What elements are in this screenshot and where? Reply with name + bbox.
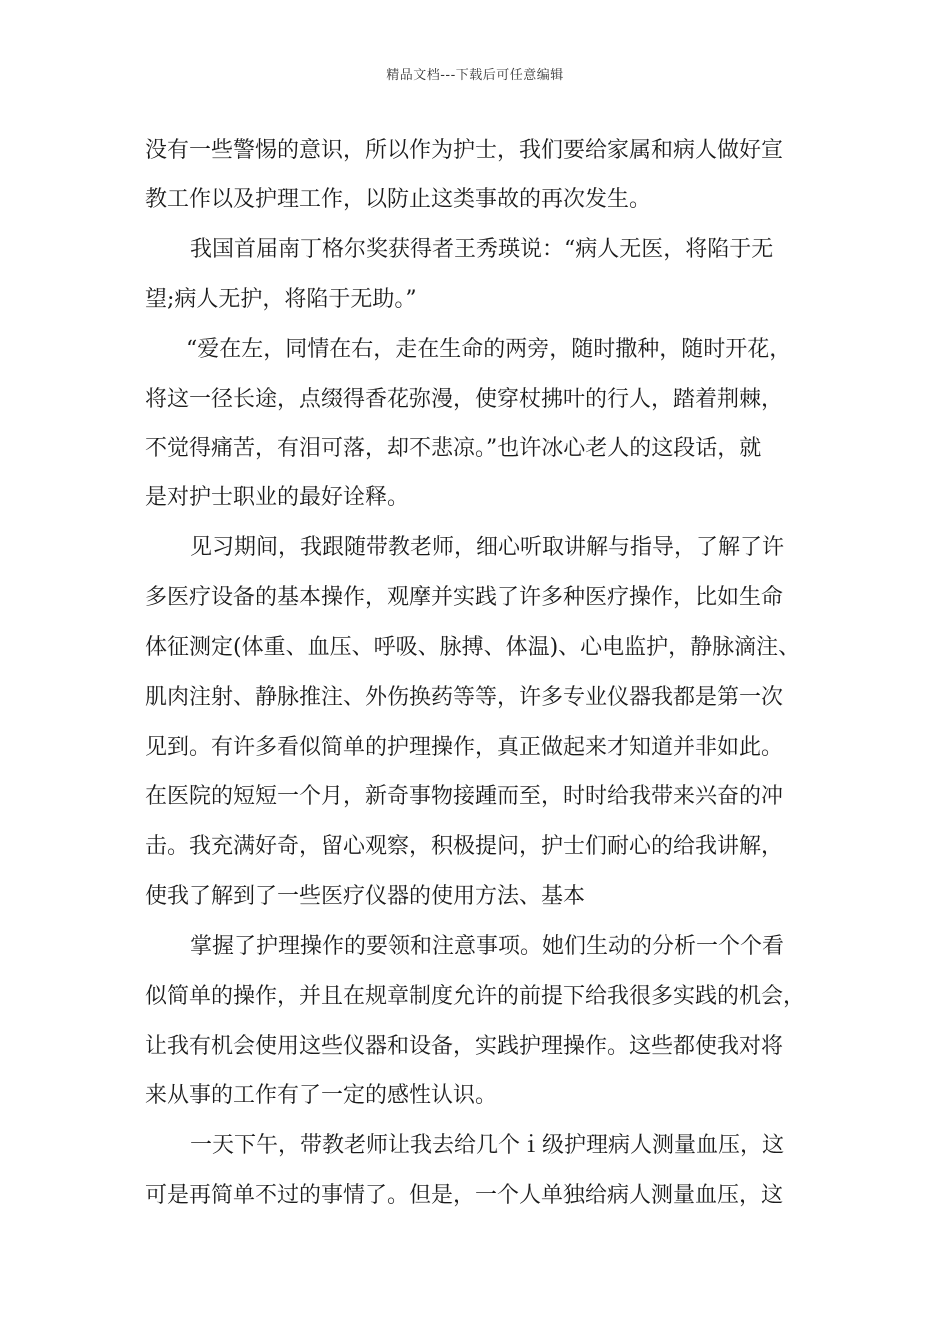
text-line: 没有一些警惕的意识，所以作为护士，我们要给家属和病人做好宣 [145,138,784,163]
text-line: 见习期间，我跟随带教老师，细心听取讲解与指导，了解了许 [190,535,785,560]
text-line: 肌肉注射、静脉推注、外伤换药等等，许多专业仪器我都是第一次 [145,685,784,710]
text-line: 掌握了护理操作的要领和注意事项。她们生动的分析一个个看 [190,934,785,959]
text-line: 见到。有许多看似简单的护理操作，真正做起来才知道并非如此。 [145,735,784,760]
text-line: 体征测定(体重、血压、呼吸、脉搏、体温)、心电监护，静脉滴注、 [145,635,801,660]
text-line: 将这一径长途，点缀得香花弥漫，使穿杖拂叶的行人，踏着荆棘， [145,387,784,412]
text-line: 是对护士职业的最好诠释。 [145,485,410,510]
text-line: 在医院的短短一个月，新奇事物接踵而至，时时给我带来兴奋的冲 [145,784,784,809]
text-line: 使我了解到了一些医疗仪器的使用方法、基本 [145,884,586,909]
text-line: 可是再简单不过的事情了。但是，一个人单独给病人测量血压，这 [145,1183,784,1208]
text-line: 来从事的工作有了一定的感性认识。 [145,1083,498,1108]
text-line: 不觉得痛苦，有泪可落，却不悲凉。”也许冰心老人的这段话，就 [145,436,762,461]
text-line: 一天下午，带教老师让我去给几个ｉ级护理病人测量血压，这 [190,1133,785,1158]
page-header: 精品文档---下载后可任意编辑 [386,68,564,83]
text-line: 让我有机会使用这些仪器和设备，实践护理操作。这些都使我对将 [145,1034,784,1059]
text-line: 击。我充满好奇，留心观察，积极提问，护士们耐心的给我讲解， [145,834,784,859]
text-line: 望;病人无护，将陷于无助。” [145,287,417,312]
text-line: 似简单的操作，并且在规章制度允许的前提下给我很多实践的机会， [145,984,806,1009]
text-line: 多医疗设备的基本操作，观摩并实践了许多种医疗操作，比如生命 [145,585,784,610]
text-line: 教工作以及护理工作，以防止这类事故的再次发生。 [145,187,652,212]
text-line: “爱在左，同情在右，走在生命的两旁，随时撒种，随时开花， [186,337,792,362]
text-line: 我国首届南丁格尔奖获得者王秀瑛说：“病人无医，将陷于无 [190,237,774,262]
